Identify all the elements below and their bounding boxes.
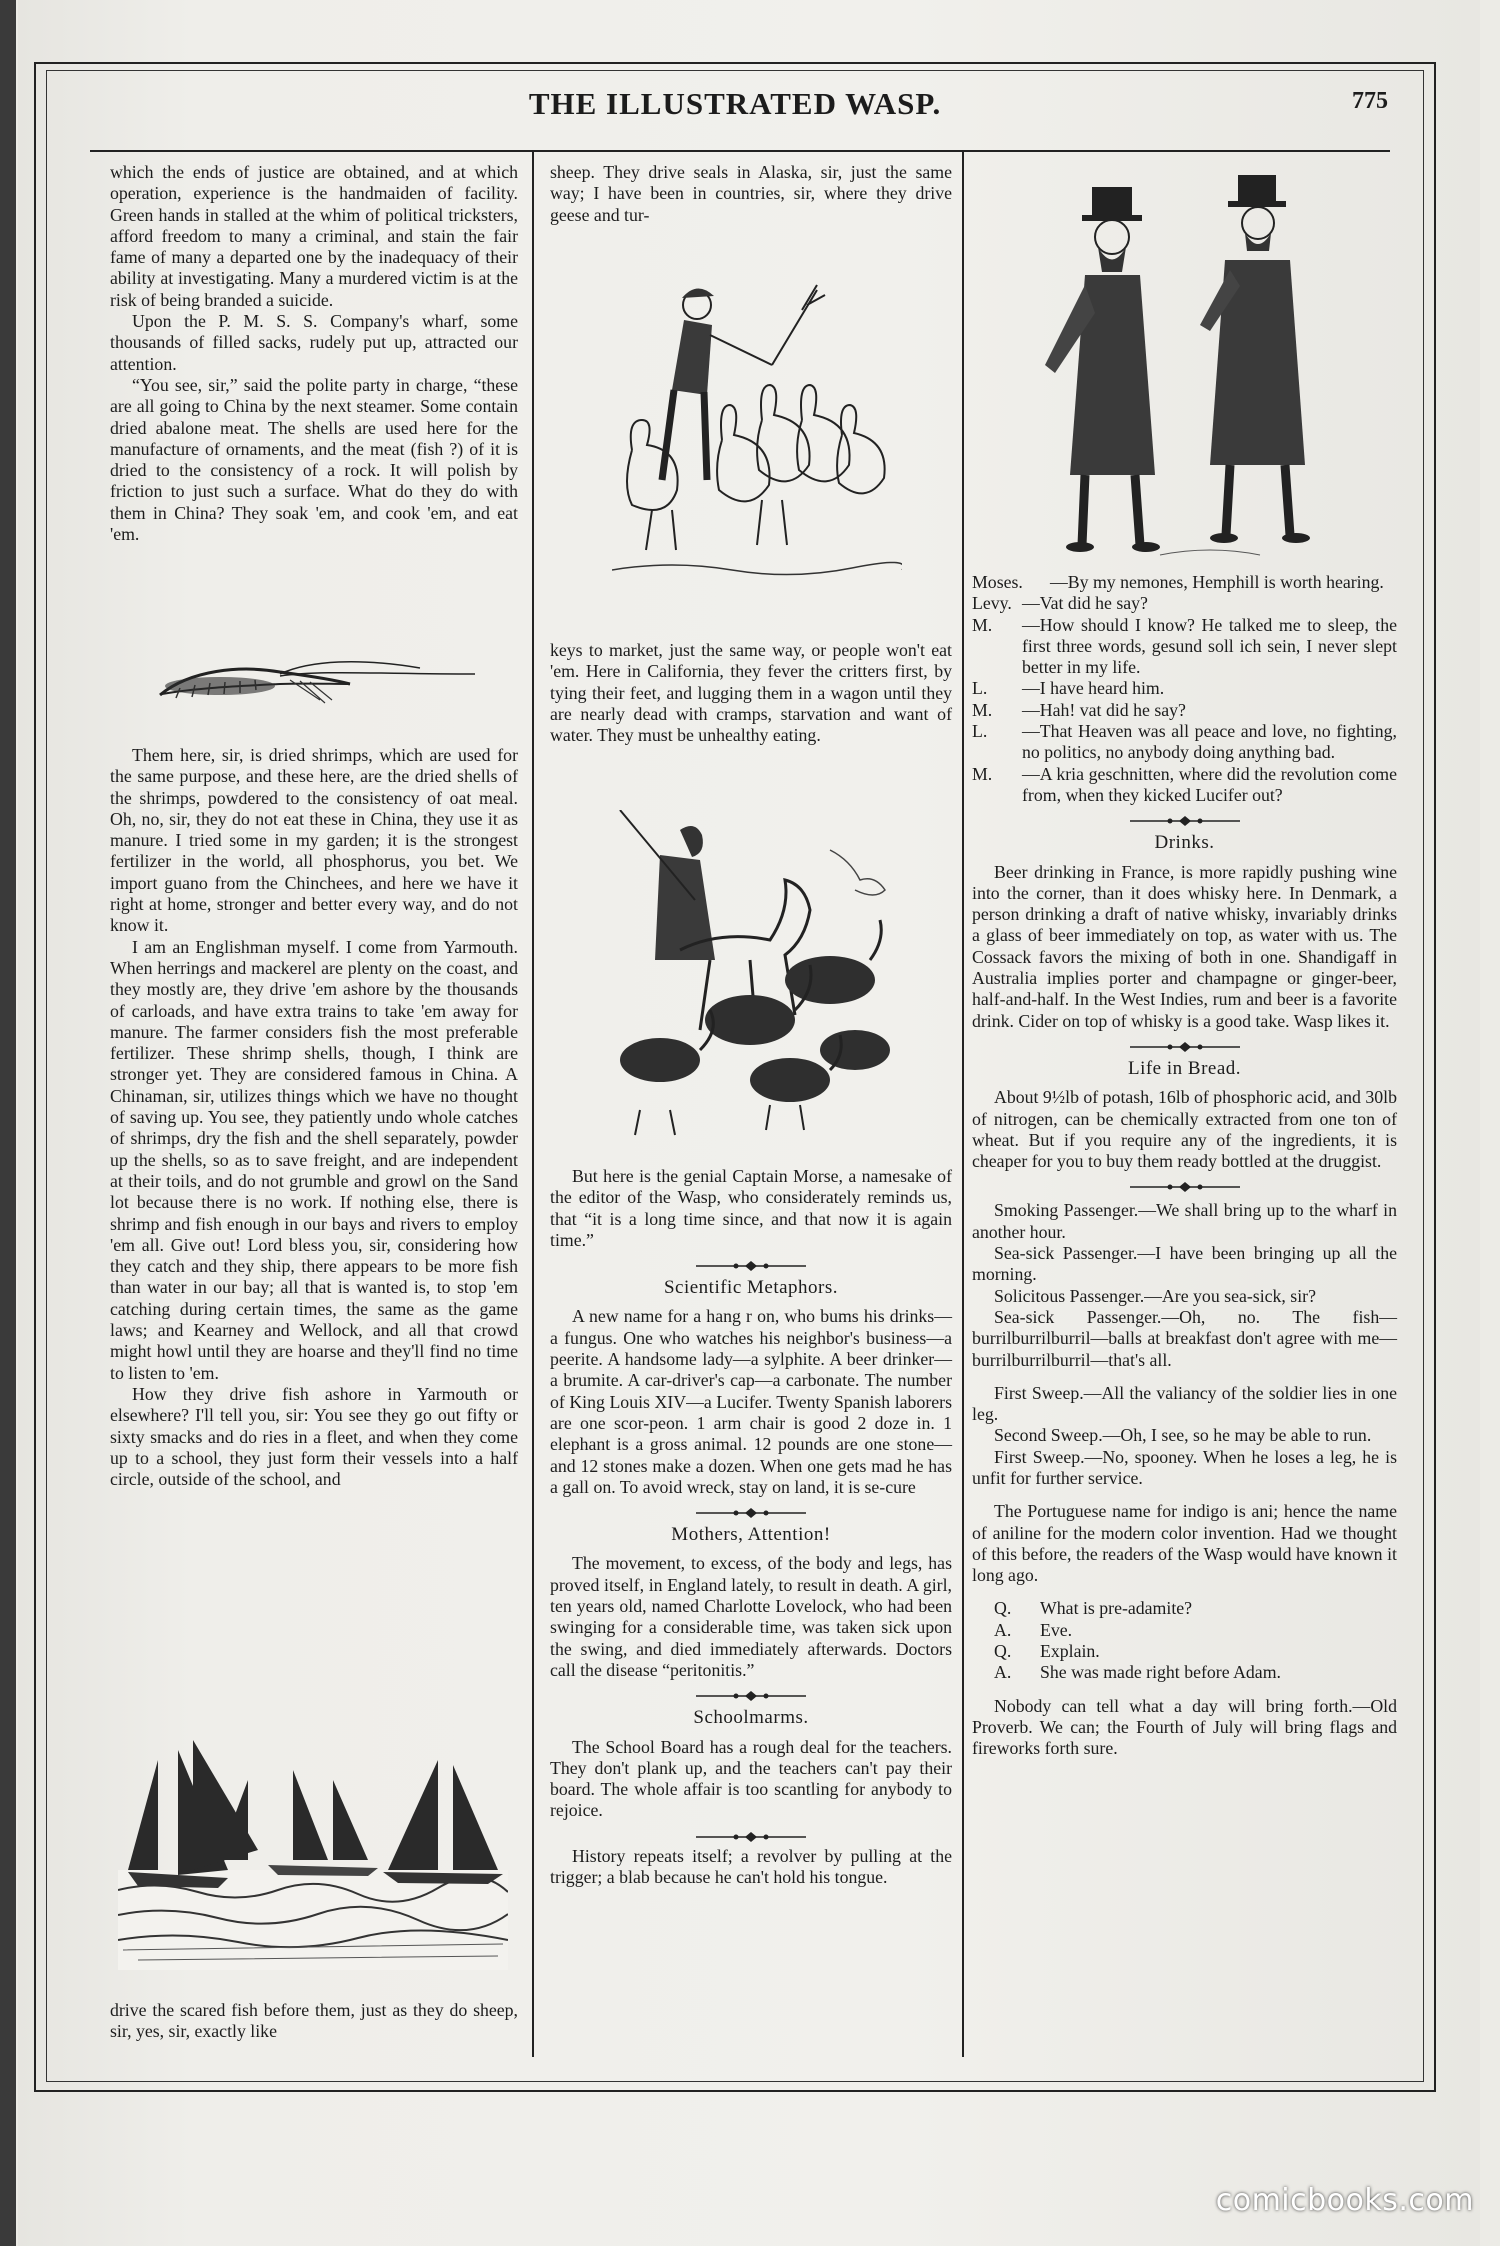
section-heading: Drinks. [1154, 832, 1215, 854]
paragraph: Second Sweep.—Oh, I see, so he may be able to run. [994, 1425, 1372, 1446]
paragraph: Them here, sir, is dried shrimps, which are used for the same purpose, and these here, are the dried shells of the shrimps, powdered to the consistency of oat meal. Oh, no, sir, they do not eat these in China, they use it as manure. I tried some in my garden; it is the strongest fertilizer in the world, all phosphorus, you bet. We import guano from the Chinchees, and here we have it right at home, stronger and better every way, and do not know it. [110, 745, 518, 936]
paragraph: Upon the P. M. S. S. Company's wharf, some thousands of filled sacks, rudely put up, attracted our attention. [110, 311, 518, 374]
paragraph: “You see, sir,” said the polite party in charge, “these are all going to China by the next steamer. Some contain dried abalone meat. The shells are used here for the manufacture of ornaments, and the meat (fish ?) of it is dried to the consistency of a rock. It will polish by friction to just such a surface. What do they do with them in China? They soak 'em, and cook 'em, and eat 'em. [110, 374, 518, 545]
paragraph: First Sweep.—All the valiancy of the soldier lies in one leg. [972, 1382, 1397, 1425]
dialogue-text: —How should I know? He talked me to sleep, the first three words, gesund soll ich sein, I never slept better in my life. [1022, 614, 1397, 678]
dialogue-line [972, 593, 1397, 614]
paragraph: which the ends of justice are obtained, and at which operation, experience is the handmaiden of facility. Green hands in stalled at the whim of political tricksters, afford freedom to many a criminal, and stain the fair fame of many a departed one by the inadequacy of their ability at investigating. Many a murdered victim is at the risk of being branded a suicide. [110, 162, 518, 310]
qa-line [972, 1662, 1397, 1683]
paragraph: First Sweep.—No, spooney. When he loses a leg, he is unfit for further service. [972, 1446, 1397, 1488]
dialogue-block [972, 572, 1397, 806]
dialogue-line [972, 721, 1397, 764]
qa-marker: Q. [994, 1598, 1012, 1619]
page-number: 775 [1352, 88, 1388, 114]
goose-driver-illustration [612, 270, 902, 600]
dialogue-speaker: Levy. [972, 593, 1012, 614]
divider-ornament [1130, 816, 1240, 826]
qa-line [972, 1641, 1397, 1662]
column-1 [110, 162, 518, 545]
column-2-cont [550, 640, 952, 746]
paragraph: Nobody can tell what a day will bring forth.—Old Proverb. We can; the Fourth of July will bring flags and fireworks forth sure. [972, 1695, 1397, 1759]
section-heading: Mothers, Attention! [671, 1524, 831, 1546]
binding-edge [0, 0, 16, 2246]
two-gentlemen-illustration [1040, 175, 1360, 565]
paragraph: I am an Englishman myself. I come from Yarmouth. When herrings and mackerel are plenty on the coast, and they mostly are, they drive 'em ashore by the thousands of carloads, and have extra trains to take 'em away for manure. The farmer considers fish the most preferable fertilizer. These shrimp shells, though, I think are stronger yet. They are considered famous in China. A Chinaman, sir, utilizes things which we have no thought of saving up. You see, they patiently undo whole catches of shrimps, dry the fish and the shell separately, powder up the shells, so as to save freight, and are independent at their toils, and do not grumble and growl on the Sand lot because there is no work. If nothing else, there is shrimp and fish enough in our bays and rivers to employ 'em all. Give out! Lord bless you, sir, considering how they catch and they ship, there appears to be more fish than water in our bay; all that is wanted is, to stop 'em catching during certain times, the same as the game laws; and Kearney and Wellock, and all that crowd might howl until they are hoarse and they'll find no time to listen to 'em. [110, 936, 518, 1383]
qa-block [972, 1598, 1397, 1683]
turkey-drover-illustration [600, 810, 910, 1140]
dialogue-line [972, 700, 1397, 721]
qa-line [972, 1620, 1397, 1641]
qa-text: Eve. [1040, 1619, 1073, 1640]
section-heading: Schoolmarms. [693, 1707, 809, 1729]
masthead-title: THE ILLUSTRATED WASP. [528, 86, 942, 121]
divider-ornament [696, 1508, 806, 1518]
qa-marker: A. [994, 1619, 1012, 1640]
section-heading: Scientific Metaphors. [663, 1277, 839, 1299]
paragraph: Sea-sick Passenger.—I have been bringing up all the morning. [972, 1243, 1397, 1285]
dialogue-line [972, 572, 1397, 593]
dialogue-text: —By my nemones, Hemphill is worth hearing. [1050, 572, 1384, 592]
qa-text: Explain. [1040, 1641, 1100, 1662]
dialogue-text: —Hah! vat did he say? [1022, 699, 1186, 720]
dialogue-text: —A kria geschnitten, where did the revolution come from, when they kicked Lucifer out? [1022, 763, 1397, 805]
paragraph: Sea-sick Passenger.—Oh, no. The fish—burrilburrilburril—balls at breakfast don't agree with me—burrilburrilburril—that's all. [972, 1306, 1397, 1370]
column-rule-2 [962, 152, 964, 2057]
divider-ornament [696, 1832, 806, 1842]
dialogue-speaker: L. [972, 721, 988, 742]
dialogue-speaker: Moses. [972, 572, 1023, 592]
dialogue-speaker: M. [972, 614, 993, 635]
paragraph: Smoking Passenger.—We shall bring up to the wharf in another hour. [972, 1200, 1397, 1242]
dialogue-text: —That Heaven was all peace and love, no fighting, no politics, no anybody doing anything bad. [1022, 721, 1397, 763]
column-2-lower [550, 1166, 952, 1888]
dialogue-text: —Vat did he say? [1022, 593, 1148, 614]
header-rule [90, 150, 1390, 152]
paragraph: A new name for a hang r on, who bums his drinks—a fungus. One who watches his neighbor's business—a peerite. A handsome lady—a sylphite. A beer drinker—a brumite. A car-driver's cap—a carbonate. The number of King Louis XIV—a Lucifer. Twenty Spanish laborers are one scor-peon. 1 arm chair is good 2 doze in. 1 elephant is a gross animal. 12 pounds are one stone—and 12 stones make a dozen. When one gets mad he has a gall on. To avoid wreck, stay on land, it is se-cure [550, 1306, 952, 1497]
paragraph: The movement, to excess, of the body and legs, has proved itself, in England lately, to result in death. A girl, ten years old, named Charlotte Lovelock, who had been swinging for a considerable time, was taken sick upon the swing, and died immediately afterwards. Doctors call the disease “peritonitis.” [550, 1553, 952, 1680]
divider-ornament [696, 1261, 806, 1271]
paragraph: Beer drinking in France, is more rapidly pushing wine into the corner, than it does whisky here. In Denmark, a person drinking a draft of native whisky, invariably drinks a glass of beer immediately on top, as water with us. The Cossack favors the mixing of both in one. Shandigaff in Australia implies porter and champagne or ginger-beer, half-and-half. In the West Indies, rum and beer is a favorite drink. Cider on top of whisky is a good take. Wasp likes it. [972, 861, 1397, 1031]
divider-ornament [696, 1691, 806, 1701]
paragraph: keys to market, just the same way, or people won't eat 'em. Here in California, they fever the critters first, by tying their feet, and lugging them in a wagon until they are nearly dead with cramps, starvation and want of water. They must be unhealthy eating. [550, 640, 952, 746]
divider-ornament [1130, 1042, 1240, 1052]
column-3 [972, 572, 1397, 1760]
paragraph: The School Board has a rough deal for the teachers. They don't plank up, and the teachers can't pay their board. The whole affair is too scantling for anybody to rejoice. [550, 1736, 952, 1821]
qa-text: What is pre-adamite? [1040, 1598, 1193, 1619]
paragraph: History repeats itself; a revolver by pulling at the trigger; a blab because he can't hold his tongue. [550, 1845, 952, 1888]
section-heading: Life in Bread. [1127, 1057, 1242, 1079]
qa-line [972, 1598, 1397, 1619]
column-rule-1 [532, 152, 534, 2057]
dialogue-speaker: M. [972, 699, 993, 720]
dialogue-speaker: M. [972, 763, 993, 784]
paragraph: But here is the genial Captain Morse, a namesake of the editor of the Wasp, who considerately reminds us, that “it is a long time since, and that now it is again time.” [550, 1166, 952, 1250]
paragraph: drive the scared fish before them, just as they do sheep, sir, yes, sir, exactly like [110, 2000, 518, 2042]
paragraph: How they drive fish ashore in Yarmouth or elsewhere? I'll tell you, sir: You see they go out fifty or sixty smacks and do ries in a fleet, and when they come up to a school, they just form their vessels into a half circle, outside of the school, and [110, 1383, 518, 1490]
dialogue-speaker: L. [972, 678, 988, 699]
column-1-cont [110, 745, 518, 1490]
qa-text: She was made right before Adam. [1040, 1662, 1281, 1683]
site-watermark: comicbooks.com [1215, 2183, 1474, 2218]
column-1-end [110, 2000, 518, 2043]
fishing-fleet-illustration [118, 1720, 508, 1970]
paragraph: sheep. They drive seals in Alaska, sir, just the same way; I have been in countries, sir, where they drive geese and tur- [550, 162, 952, 225]
paragraph: The Portuguese name for indigo is ani; hence the name of aniline for the modern color invention. Had we thought of this before, the readers of the Wasp would have known it long ago. [972, 1501, 1397, 1586]
paragraph: About 9½lb of potash, 16lb of phosphoric acid, and 30lb of nitrogen, can be chemically extracted from one ton of wheat. But if you require any of the ingredients, it is cheaper for you to buy them ready bottled at the druggist. [972, 1087, 1397, 1172]
paragraph: Solicitous Passenger.—Are you sea-sick, sir? [994, 1285, 1316, 1306]
dialogue-line [972, 615, 1397, 679]
dialogue-line [972, 764, 1397, 807]
divider-ornament [1130, 1182, 1240, 1192]
dialogue-line [972, 678, 1397, 699]
qa-marker: Q. [994, 1641, 1012, 1662]
qa-marker: A. [994, 1662, 1012, 1683]
column-2 [550, 162, 952, 226]
dialogue-text: —I have heard him. [1022, 678, 1165, 699]
shrimp-illustration [150, 650, 480, 710]
